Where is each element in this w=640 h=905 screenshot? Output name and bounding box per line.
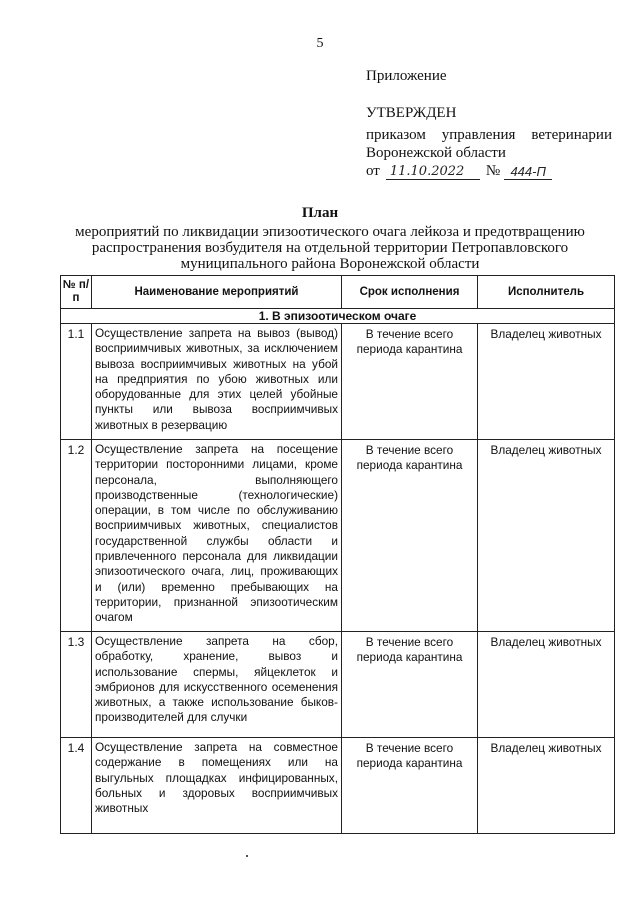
header-term: Срок исполнения bbox=[342, 276, 478, 309]
order-from-label: от bbox=[366, 163, 380, 179]
row-executor: Владелец животных bbox=[478, 738, 615, 834]
row-num: 1.2 bbox=[61, 440, 92, 632]
order-line-1: приказом управления ветеринарии bbox=[366, 127, 612, 143]
row-term: В течение всего периода карантина bbox=[342, 440, 478, 632]
row-term: В течение всего периода карантина bbox=[342, 632, 478, 738]
scan-speck bbox=[246, 855, 248, 857]
plan-title: План bbox=[301, 205, 339, 221]
row-executor: Владелец животных bbox=[478, 324, 615, 440]
order-date-line bbox=[366, 162, 612, 180]
order-line-2: Воронежской области bbox=[366, 145, 506, 161]
page-number: 5 bbox=[316, 36, 324, 51]
table-row bbox=[61, 738, 615, 834]
table-row bbox=[61, 440, 615, 632]
header-executor: Исполнитель bbox=[478, 276, 615, 309]
row-num: 1.1 bbox=[61, 324, 92, 440]
row-term: В течение всего периода карантина bbox=[342, 324, 478, 440]
approved-label: УТВЕРЖДЕН bbox=[366, 105, 457, 121]
row-name: Осуществление запрета на вывоз (вывод) восприимчивых животных, за исключением вывоза восприимчивых животных на убой на предприятия по убою животных или оборудованные для этих целей убойные пункты или вывоза восприимчивых животных в резервацию bbox=[92, 324, 342, 440]
header-name: Наименование мероприятий bbox=[92, 276, 342, 309]
plan-subtitle: мероприятий по ликвидации эпизоотического очага лейкоза и предотвращению распространения возбудителя на отдельной территории Петропавловского муниципального района Воронежской области bbox=[75, 224, 585, 272]
appendix-label: Приложение bbox=[366, 68, 447, 84]
row-num: 1.4 bbox=[61, 738, 92, 834]
measures-table bbox=[60, 275, 615, 834]
order-number-sign: № bbox=[485, 163, 501, 179]
section-title: 1. В эпизоотическом очаге bbox=[61, 309, 615, 324]
row-name: Осуществление запрета на посещение территории посторонними лицами, кроме персонала, выполняющего производственные (технологические) операции, в том числе по обслуживанию восприимчивых животных, специалистов государственной службы области и привлеченного персонала для ликвидации эпизоотического очага, лиц, проживающих и (или) временно пребывающих на территории, признанной эпизоотическим очагом bbox=[92, 440, 342, 632]
order-date: 11.10.2022 bbox=[386, 165, 480, 180]
row-name: Осуществление запрета на сбор, обработку, хранение, вывоз и использование спермы, яйцеклеток и эмбрионов для искусственного осеменения животных, а также использование быков-производителей для случки bbox=[92, 632, 342, 738]
header-num: № п/п bbox=[61, 276, 92, 309]
row-term: В течение всего периода карантина bbox=[342, 738, 478, 834]
section-row bbox=[61, 309, 615, 324]
table-row bbox=[61, 632, 615, 738]
table-row bbox=[61, 324, 615, 440]
row-name: Осуществление запрета на совместное содержание в помещениях или на выгульных площадках инфицированных, больных и здоровых восприимчивых животных bbox=[92, 738, 342, 834]
order-number: 444-П bbox=[504, 162, 552, 180]
table-header-row bbox=[61, 276, 615, 309]
row-executor: Владелец животных bbox=[478, 440, 615, 632]
row-num: 1.3 bbox=[61, 632, 92, 738]
row-executor: Владелец животных bbox=[478, 632, 615, 738]
approval-block bbox=[366, 104, 612, 180]
